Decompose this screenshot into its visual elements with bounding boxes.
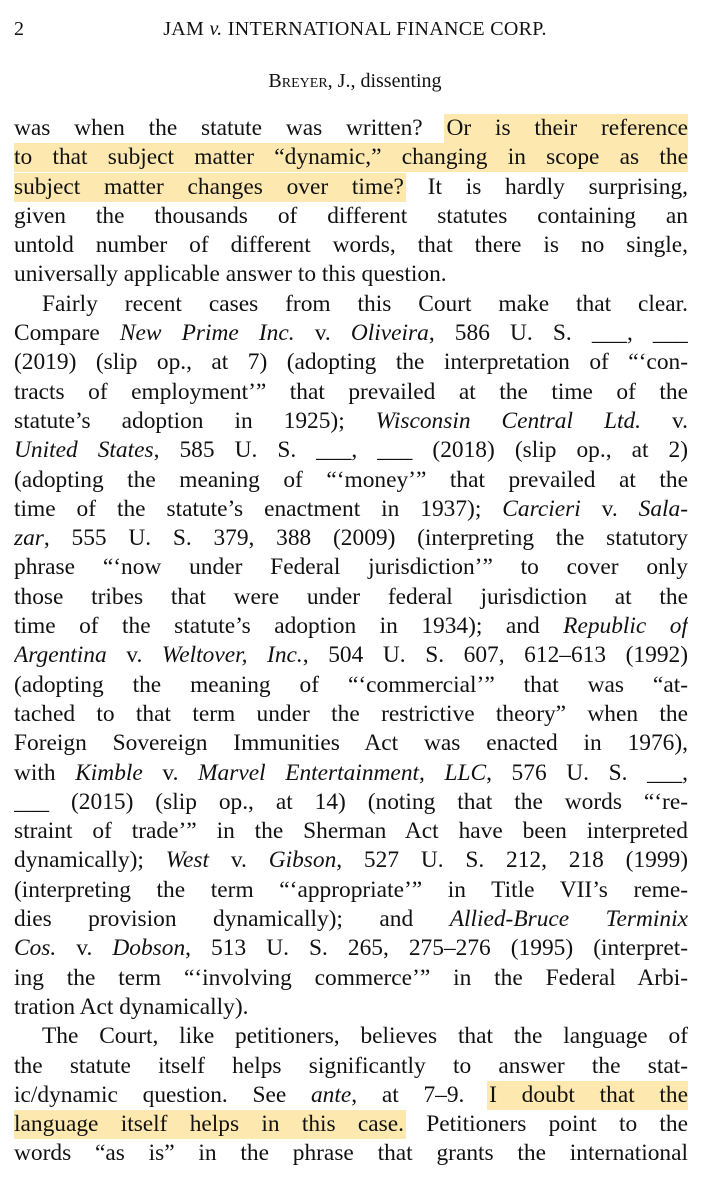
text-line [14,231,688,260]
text-span: dies provision dynamically); and [14,906,450,933]
text-line [14,641,688,670]
text-line [14,114,688,143]
text-span: , 513 U. S. 265, 275–276 (1995) (interpret- [185,935,688,962]
text-line [14,1052,688,1081]
text-span: v. [580,495,639,522]
text-line [14,817,688,846]
text-line [14,759,688,788]
text-span: v. [641,407,688,434]
text-line [14,524,688,553]
text-span: the statute itself helps significantly to answer the stat- [14,1052,688,1079]
case-name: ante [310,1081,352,1108]
text-span: phrase “‘now under Federal jurisdiction’” to cover only [14,554,688,581]
running-head: JAM v. INTERNATIONAL FINANCE CORP. [163,18,547,40]
page-header [0,18,710,48]
case-name: Dobson [112,935,186,962]
text-span: , 576 U. S. ___, [486,759,688,786]
text-span: untold number of different words, that there is no single, [14,232,688,259]
highlighted-text: I doubt that the [489,1081,688,1108]
text-span: given the thousands of different statutes containing an [14,202,688,229]
text-line [14,1022,688,1051]
text-line [14,466,688,495]
text-line [14,436,688,465]
text-span: time of the statute’s enactment in 1937); [14,495,503,522]
text-span: v. [106,642,162,669]
text-span: , at 7–9. [351,1081,490,1108]
text-line [14,964,688,993]
highlighted-text: Or is their reference [446,115,688,141]
text-line [14,553,688,582]
text-span: (2019) (slip op., at 7) (adopting the interpretation of “‘con- [14,349,688,376]
text-line [14,1139,688,1168]
text-span: The Court, like petitioners, believes that the language of [42,1023,688,1050]
highlighted-text: language itself helps in this case. [14,1111,405,1138]
text-span: ing the term “‘involving commerce’” in the Federal Arbi- [14,964,688,991]
text-span: , 585 U. S. ___, ___ (2018) (slip op., at 2) [153,437,688,464]
case-name: Gibson [268,847,337,874]
text-line [14,348,688,377]
text-span: v. [209,847,269,874]
case-name: Allied-Bruce Terminix [449,906,688,933]
text-line [14,788,688,817]
text-line [14,876,688,905]
highlighted-text: subject matter changes over time? [14,173,404,200]
text-line [14,260,688,289]
case-name: Oliveira [350,320,429,347]
text-line [14,671,688,700]
case-name: New Prime Inc. [119,320,295,347]
case-name: West [165,847,210,874]
text-span: Fairly recent cases from this Court make that clear. [42,290,688,317]
text-span: ic/dynamic question. See [14,1081,311,1108]
text-span: Compare [14,320,120,347]
text-line [14,905,688,934]
text-line [14,612,688,641]
text-line [14,993,688,1022]
case-name: Wisconsin Central Ltd. [375,407,642,434]
text-span: , 527 U. S. 212, 218 (1999) [336,847,688,874]
case-name: Sala- [638,495,688,522]
text-span: , 504 U. S. 607, 612–613 (1992) [302,642,688,669]
case-name: Argentina [14,642,107,669]
text-span: ___ (2015) (slip op., at 14) (noting that the words “‘re- [14,788,688,815]
text-line [14,1081,688,1110]
text-span: universally applicable answer to this question. [14,261,447,288]
text-span: tration Act dynamically). [14,993,249,1020]
text-line [14,1110,688,1139]
text-line [14,202,688,231]
text-span: dynamically); [14,847,166,874]
text-line [14,729,688,758]
text-line [14,934,688,963]
text-span: v. [294,320,351,347]
text-span: words “as is” in the phrase that grants the international [14,1140,688,1167]
text-line [14,143,688,172]
page-number: 2 [14,18,24,40]
text-line [14,290,688,319]
text-line [14,173,688,202]
text-line [14,378,688,407]
text-span: (adopting the meaning of “‘commercial’” that was “at- [14,671,688,698]
case-name: Kimble [75,759,143,786]
text-span: tached to that term under the restrictive theory” when the [14,700,688,727]
case-name: Republic of [563,613,688,640]
text-span: (adopting the meaning of “‘money’” that prevailed at the [14,466,688,493]
text-span: , 555 U. S. 379, 388 (2009) (interpreting the statutory [43,525,688,552]
case-name: Marvel Entertainment, LLC [198,759,487,786]
opinion-subhead: Breyer, J., dissenting [268,70,442,92]
case-name: zar [14,525,44,552]
text-span: those tribes that were under federal jurisdiction at the [14,583,688,610]
case-name: United States [14,437,154,464]
text-line [14,583,688,612]
text-line [14,846,688,875]
text-line [14,700,688,729]
case-name: Weltover, Inc. [161,642,303,669]
text-span: time of the statute’s adoption in 1934); and [14,613,564,640]
text-span: Petitioners point to the [404,1111,688,1138]
text-line [14,319,688,348]
text-span: It is hardly surprising, [403,173,688,200]
case-name: Carcieri [502,495,581,522]
text-span: , 586 U. S. ___, ___ [428,320,688,347]
text-span: tracts of employment’” that prevailed at the time of the [14,378,688,405]
opinion-body [14,114,688,1169]
text-span: statute’s adoption in 1925); [14,407,376,434]
text-span: (interpreting the term “‘appropriate’” in Title VII’s reme- [14,876,688,903]
highlighted-text: to that subject matter “dynamic,” changing in scope as the [14,144,688,171]
text-span: straint of trade’” in the Sherman Act have been interpreted [14,818,688,845]
text-span: v. [56,935,113,962]
case-name: Cos. [14,935,57,962]
text-span: Foreign Sovereign Immunities Act was enacted in 1976), [14,730,688,757]
text-span: was when the statute was written? [14,115,447,141]
text-span: with [14,759,76,786]
text-span: v. [142,759,199,786]
text-line [14,407,688,436]
text-line [14,495,688,524]
